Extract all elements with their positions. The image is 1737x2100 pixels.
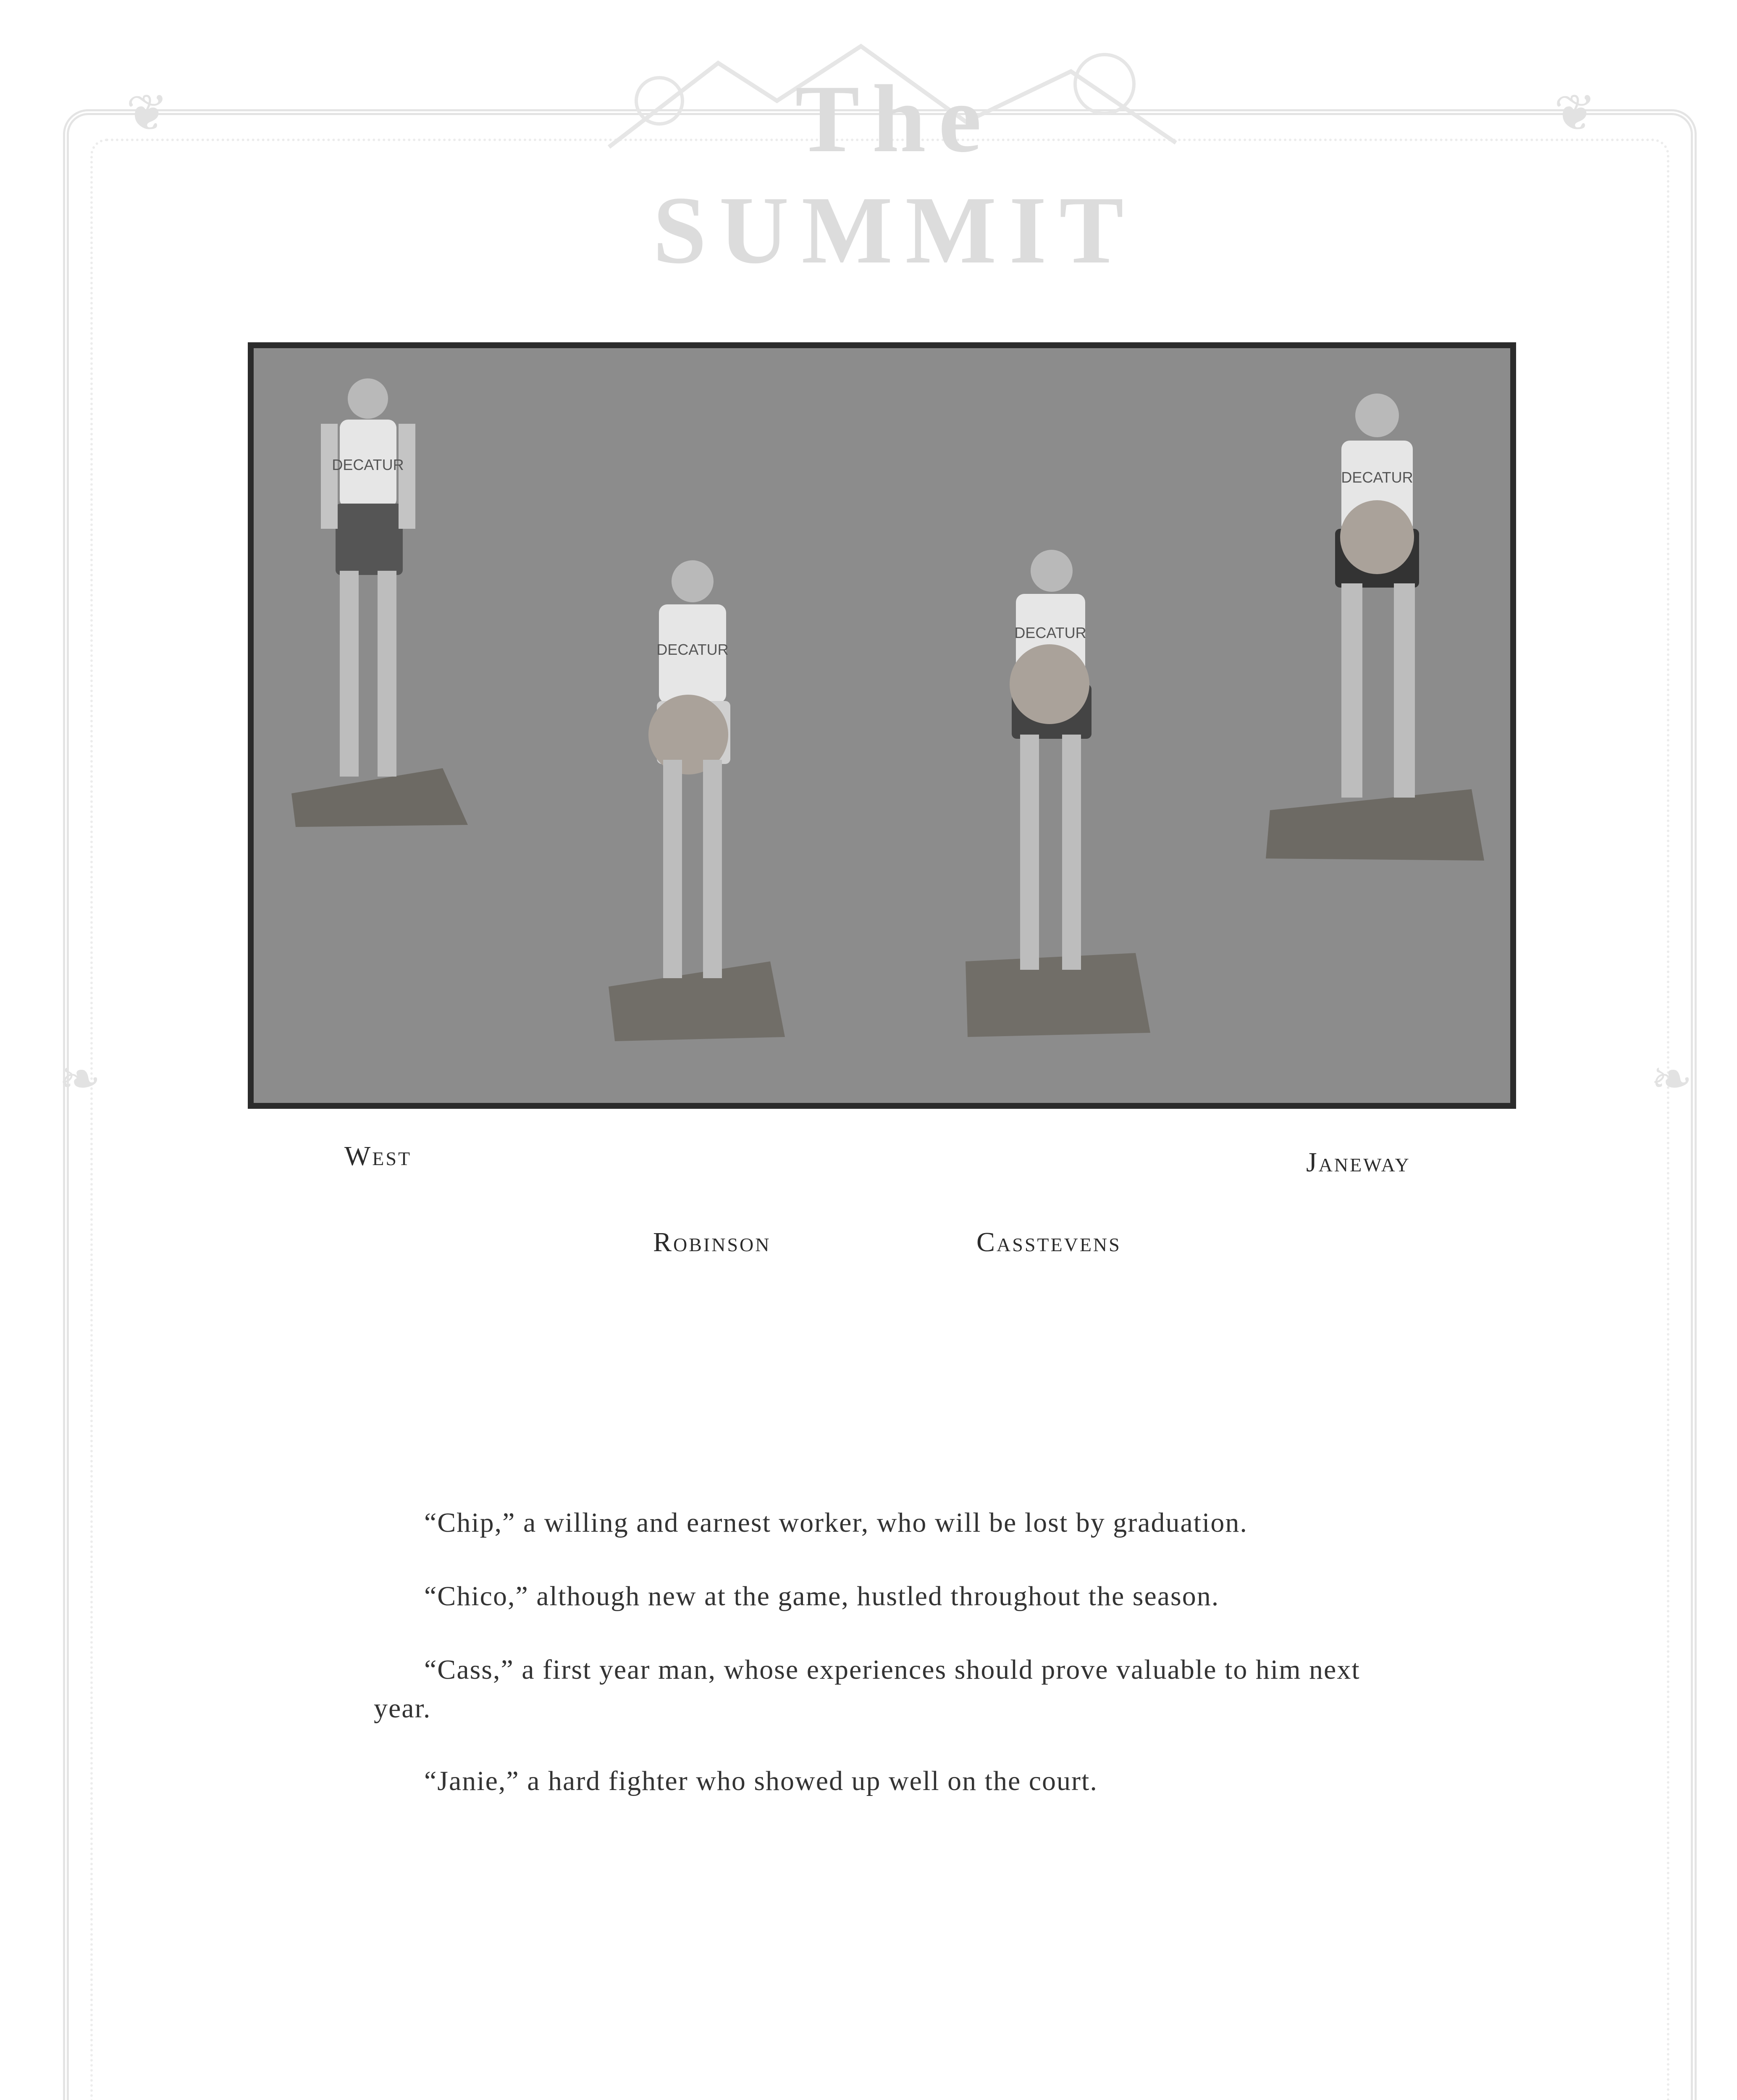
jersey-label: DECATUR <box>332 456 404 473</box>
players-illustration <box>254 348 1510 1103</box>
caption-west: West <box>344 1141 412 1171</box>
jersey-label: DECATUR <box>1014 624 1086 641</box>
paragraph-chip: “Chip,” a willing and earnest worker, who will be lost by graduation. <box>424 1507 1248 1538</box>
ground-patch <box>966 953 1150 1037</box>
leaf-ornament-icon: ❧ <box>59 1051 101 1107</box>
team-photo <box>248 342 1516 1109</box>
leaf-ornament-icon: ❦ <box>1554 85 1596 141</box>
paragraph-janie: “Janie,” a hard fighter who showed up well on the court. <box>424 1766 1098 1796</box>
masthead-title: The SUMMIT <box>653 65 1136 284</box>
paragraph-chico: “Chico,” although new at the game, hustled throughout the season. <box>424 1581 1220 1612</box>
leaf-ornament-icon: ❦ <box>126 85 168 141</box>
paragraph-cass: “Cass,” a first year man, whose experiences should prove valuable to him next year. <box>374 1654 1360 1724</box>
caption-robinson: Robinson <box>653 1227 771 1257</box>
jersey-label: DECATUR <box>656 641 729 658</box>
caption-casstevens: Casstevens <box>976 1227 1121 1257</box>
leaf-ornament-icon: ❧ <box>1650 1051 1693 1107</box>
caption-janeway: Janeway <box>1306 1147 1411 1178</box>
masthead <box>483 38 1281 284</box>
jersey-label: DECATUR <box>1341 469 1413 486</box>
